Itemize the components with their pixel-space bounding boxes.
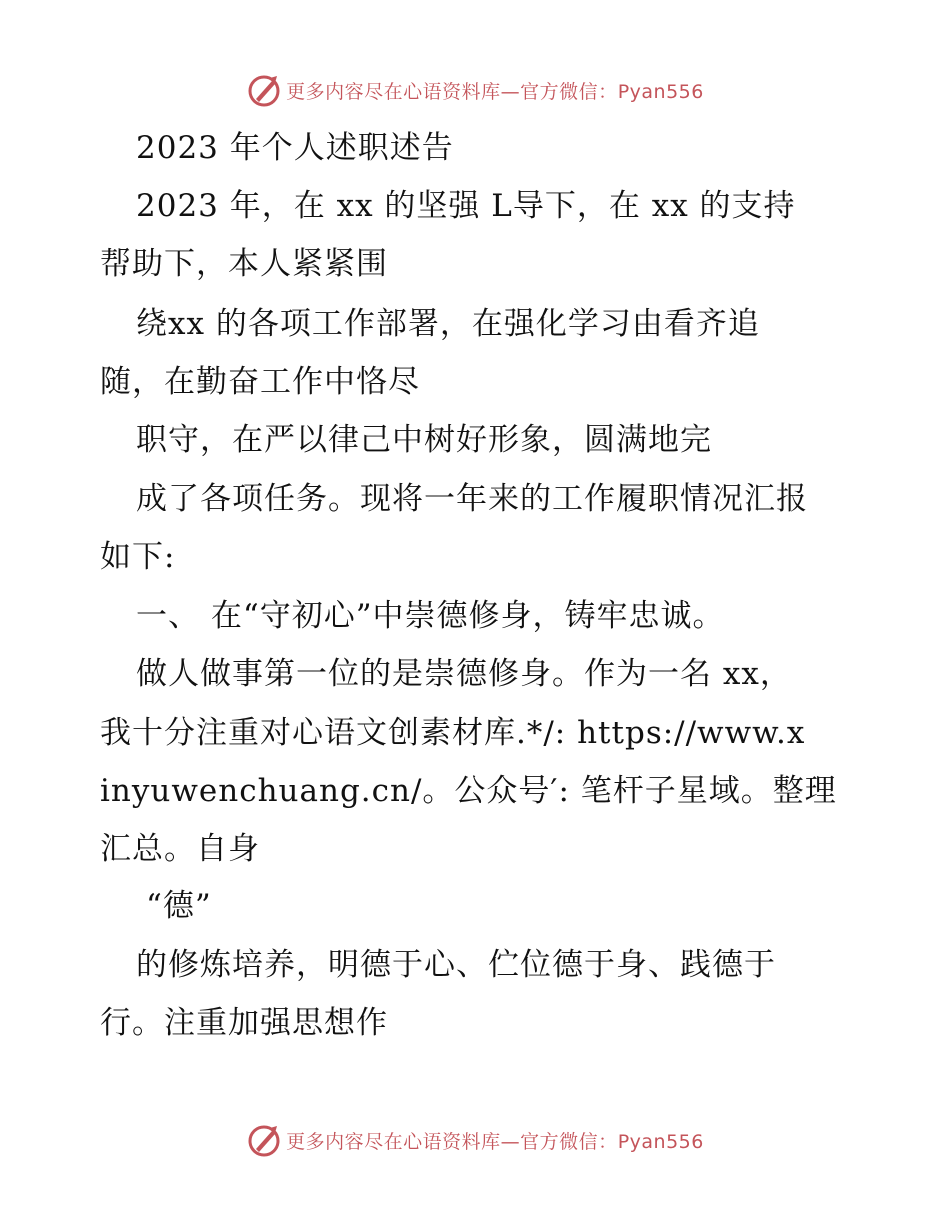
paragraph-line: 行。注重加强思想作 (100, 1005, 388, 1041)
paragraph-line: 成了各项任务。现将一年来的工作履职情况汇报 (136, 481, 808, 517)
paragraph-line: 做人做事第一位的是崇德修身。作为一名 xx， (136, 656, 792, 692)
paragraph-line: 帮助下，本人紧紧围 (100, 246, 388, 282)
paragraph-line: inyuwenchuang.cn/。公众号′: 笔杆子星域。整理 (100, 773, 837, 809)
paragraph-line: 的修炼培养，明德于心、伫位德于身、践德于 (136, 947, 776, 983)
paragraph-line: 我十分注重对心语文创素材库.*/: https://www.x (100, 715, 806, 751)
document-title: 2023 年个人述职述告 (136, 130, 454, 166)
banner-brand: 更多内容尽在心语资料库 (286, 1130, 501, 1153)
banner-separator: — (500, 1130, 521, 1153)
banner-brand: 更多内容尽在心语资料库 (286, 80, 501, 103)
banner-official-label: 官方微信： (520, 1130, 618, 1153)
paragraph-line: 2023 年，在 xx 的坚强 L导下，在 xx 的支持 (136, 188, 796, 224)
banner-wechat-id: Pyan556 (617, 1130, 704, 1153)
footer-watermark-banner (0, 1120, 950, 1160)
paragraph-line: 绕xx 的各项工作部署，在强化学习由看齐追 (136, 306, 760, 342)
paragraph-line: 汇总。自身 (100, 831, 260, 867)
paragraph-line: 职守，在严以律己中树好形象，圆满地完 (136, 422, 712, 458)
banner-text (286, 1127, 704, 1154)
banner-wechat-id: Pyan556 (617, 80, 704, 103)
section-heading: 一、 在“守初心”中崇德修身，铸牢忠诚。 (136, 598, 725, 634)
paragraph-line: 如下: (100, 539, 176, 575)
paragraph-line: “德” (146, 888, 212, 924)
quill-pen-circle-icon (246, 1122, 282, 1158)
paragraph-line: 随，在勤奋工作中恪尽 (100, 364, 420, 400)
banner-separator: — (500, 80, 521, 103)
banner-official-label: 官方微信： (520, 80, 618, 103)
